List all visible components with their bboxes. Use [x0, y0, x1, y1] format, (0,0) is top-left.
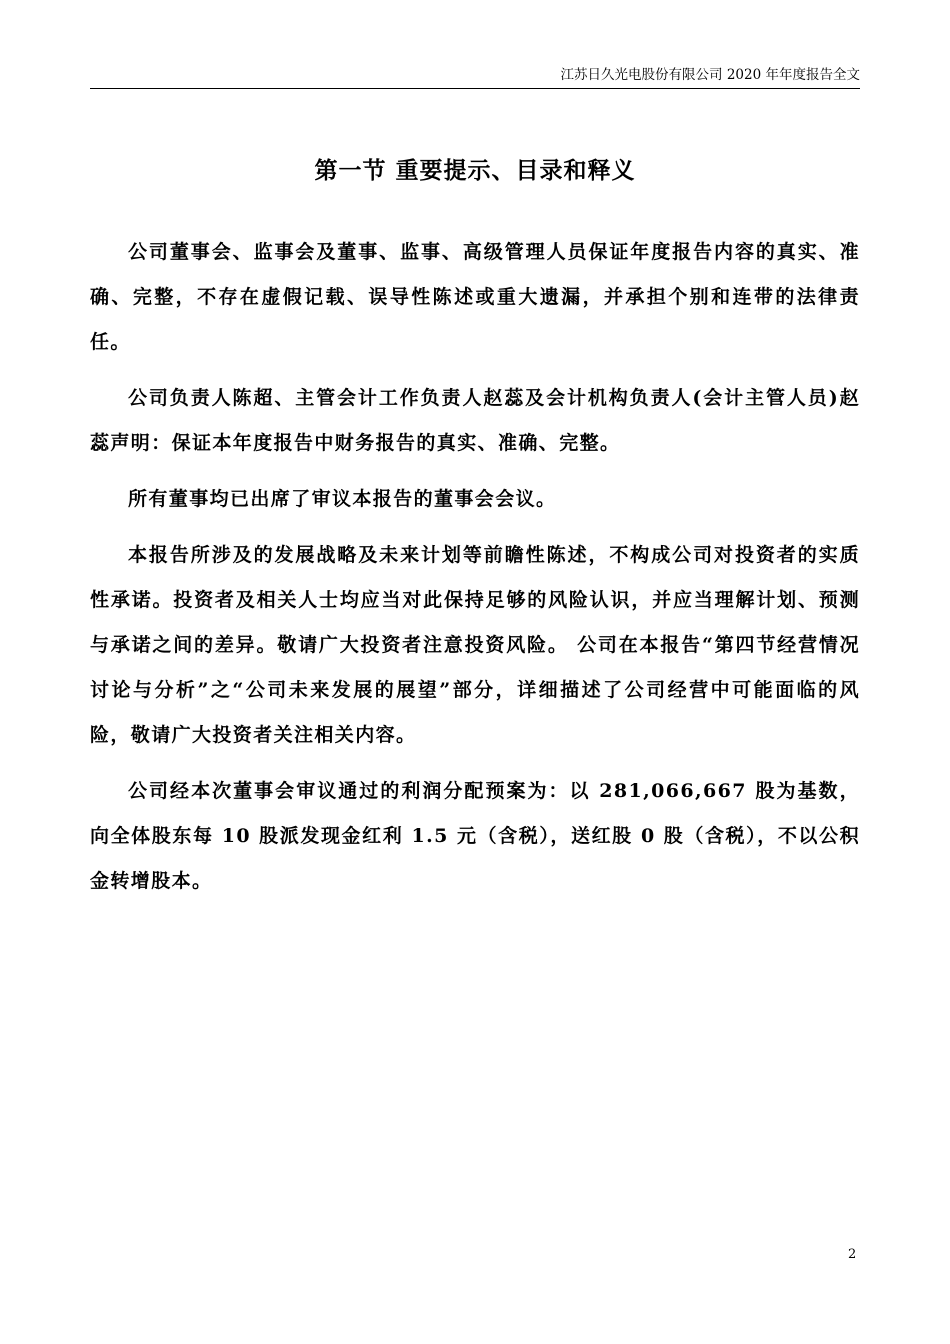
section-title: 第一节 重要提示、目录和释义 — [314, 157, 636, 184]
page-number: 2 — [848, 1247, 857, 1262]
paragraph-declaration: 公司负责人陈超、主管会计工作负责人赵蕊及会计机构负责人(会计主管人员)赵蕊声明：保证本年度报告中财务报告的真实、准确、完整。 — [90, 387, 860, 454]
paragraph-attendance: 所有董事均已出席了审议本报告的董事会会议。 — [128, 488, 557, 510]
page-header — [90, 62, 860, 89]
body-text — [90, 230, 860, 915]
paragraph-responsibility: 公司董事会、监事会及董事、监事、高级管理人员保证年度报告内容的真实、准确、完整，不存在虚假记载、误导性陈述或重大遗漏，并承担个别和连带的法律责任。 — [90, 241, 860, 353]
paragraph-profit-distribution: 公司经本次董事会审议通过的利润分配预案为：以 281,066,667 股为基数，向全体股东每 10 股派发现金红利 1.5 元（含税），送红股 0 股（含税），不以公积金转增股本。 — [90, 780, 860, 892]
header-title: 江苏日久光电股份有限公司 2020 年年度报告全文 — [560, 67, 860, 83]
paragraph-risk-warning: 本报告所涉及的发展战略及未来计划等前瞻性陈述，不构成公司对投资者的实质性承诺。投资者及相关人士均应当对此保持足够的风险认识，并应当理解计划、预测与承诺之间的差异。敬请广大投资者注意投资风险。 公司在本报告“第四节经营情况讨论与分析”之“公司未来发展的展望”部分，详细描述了公司经营中可能面临的风险，敬请广大投资者关注相关内容。 — [90, 544, 860, 746]
